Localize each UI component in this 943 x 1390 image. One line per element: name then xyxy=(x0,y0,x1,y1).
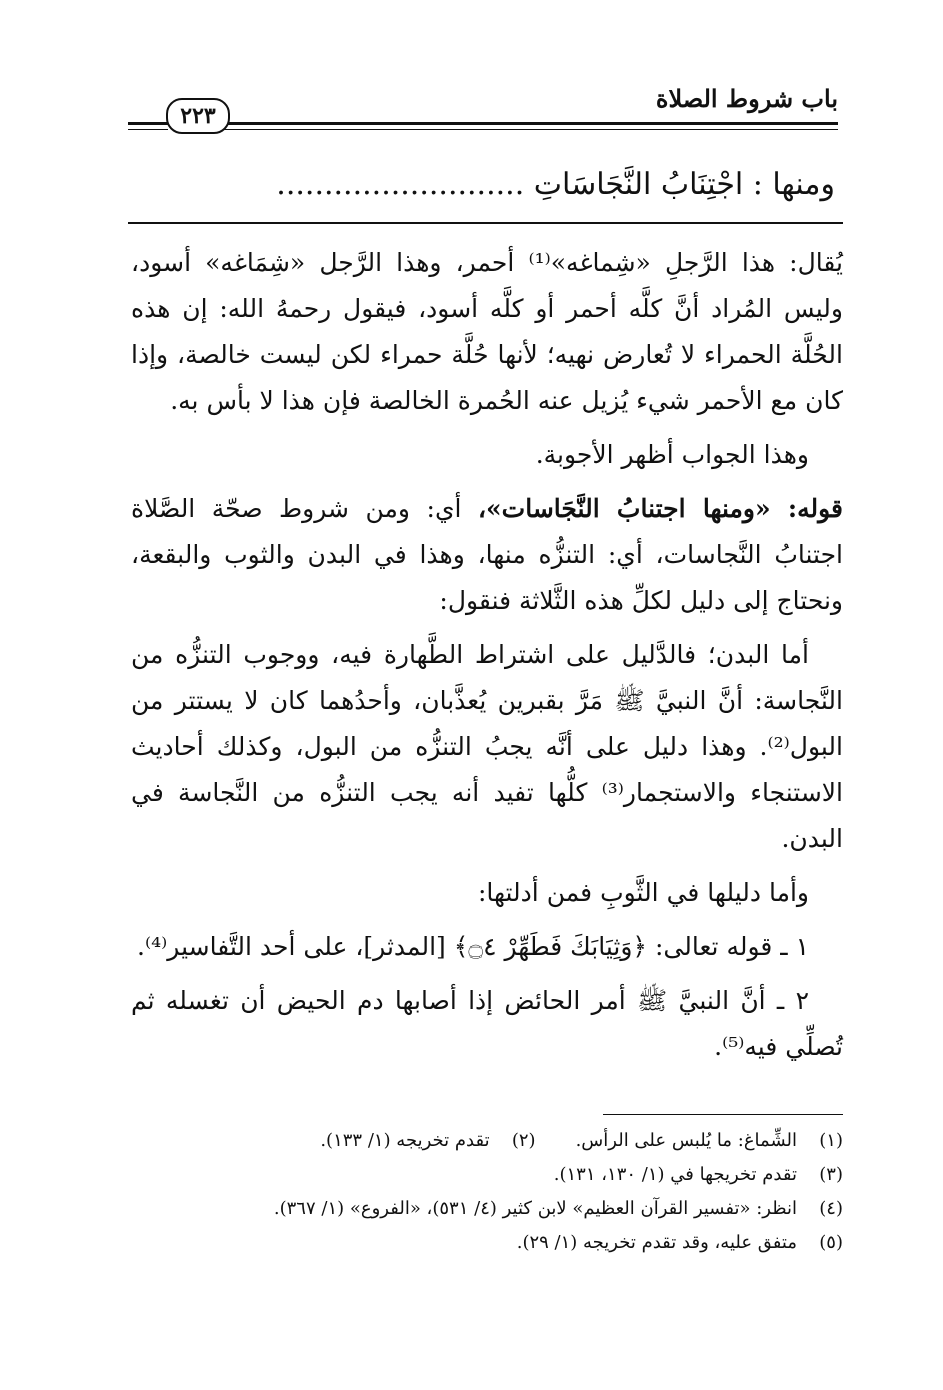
chapter-title: باب شروط الصلاة xyxy=(655,84,838,113)
matn-quote: قوله: «ومنها اجتنابُ النَّجَاسات»، xyxy=(477,494,843,523)
header-rule-left xyxy=(128,122,168,130)
footnote: (١)الشِّماغ: ما يُلبس على الرأس.(٢)تقدم تخريجه (١/ ١٣٣). xyxy=(320,1130,843,1151)
list-item: ١ ـ قوله تعالى: ﴿وَثِيَابَكَ فَطَهِّرْ ۝٤﴾ [المدثر]، على أحد التَّفاسير⁽⁴⁾. xyxy=(137,932,809,961)
matn-divider xyxy=(128,222,843,224)
running-header xyxy=(128,84,838,144)
paragraph: قوله: «ومنها اجتنابُ النَّجَاسات»، أي: ومن شروط صحّة الصَّلاة اجتنابُ النَّجاسات، أي: التنزُّه منها، وهذا في البدن والثوب والبقعة، ونحتاج إلى دليل لكلِّ هذه الثَّلاثة فنقول: xyxy=(131,494,843,615)
matn-line: ومنها : اجْتِنَابُ النَّجَاسَاتِ .......................... xyxy=(276,167,835,202)
footnote: (٥)متفق عليه، وقد تقدم تخريجه (١/ ٢٩). xyxy=(516,1232,843,1253)
paragraph: وهذا الجواب أظهر الأجوبة. xyxy=(535,440,809,469)
list-item: ٢ ـ أنَّ النبيَّ ﷺ أمر الحائض إذا أصابها دم الحيض أن تغسله ثم تُصلِّي فيه⁽⁵⁾. xyxy=(131,986,843,1061)
footnotes xyxy=(131,1124,843,1260)
footnote: (٤)انظر: «تفسير القرآن العظيم» لابن كثير (٤/ ٥٣١)، «الفروع» (١/ ٣٦٧). xyxy=(273,1198,843,1219)
commentary-body xyxy=(131,240,843,1078)
paragraph: أما البدن؛ فالدَّليل على اشتراط الطَّهارة فيه، ووجوب التنزُّه من النَّجاسة: أنَّ النبيَّ ﷺ مَرَّ بقبرين يُعذَّبان، وأحدُهما كان لا يستتر من البول⁽²⁾. وهذا دليل على أنَّه يجبُ التنزُّه من البول، وكذلك أحاديث الاستنجاء والاستجمار⁽³⁾ كلُّها تفيد أنه يجب التنزُّه من النَّجاسة في البدن. xyxy=(131,640,843,853)
header-rule xyxy=(218,122,838,130)
page-number: ٢٢٣ xyxy=(166,98,230,134)
paragraph: وأما دليلها في الثَّوبِ فمن أدلتها: xyxy=(477,878,809,907)
footnote: (٣)تقدم تخريجها في (١/ ١٣٠، ١٣١). xyxy=(553,1164,843,1185)
paragraph: يُقال: هذا الرَّجلِ «شِماغه»⁽¹⁾ أحمر، وهذا الرَّجل «شِمَاغه» أسود، وليس المُراد أنَّ كلَّه أحمر أو كلَّه أسود، فيقول رحمهُ الله: إن هذه الحُلَّة الحمراء لا تُعارض نهيه؛ لأنها حُلَّة حمراء لكن ليست خالصة، وإذا كان مع الأحمر شيء يُزيل عنه الحُمرة الخالصة فإن هذا لا بأس به. xyxy=(131,248,843,415)
footnote-divider xyxy=(603,1114,843,1115)
